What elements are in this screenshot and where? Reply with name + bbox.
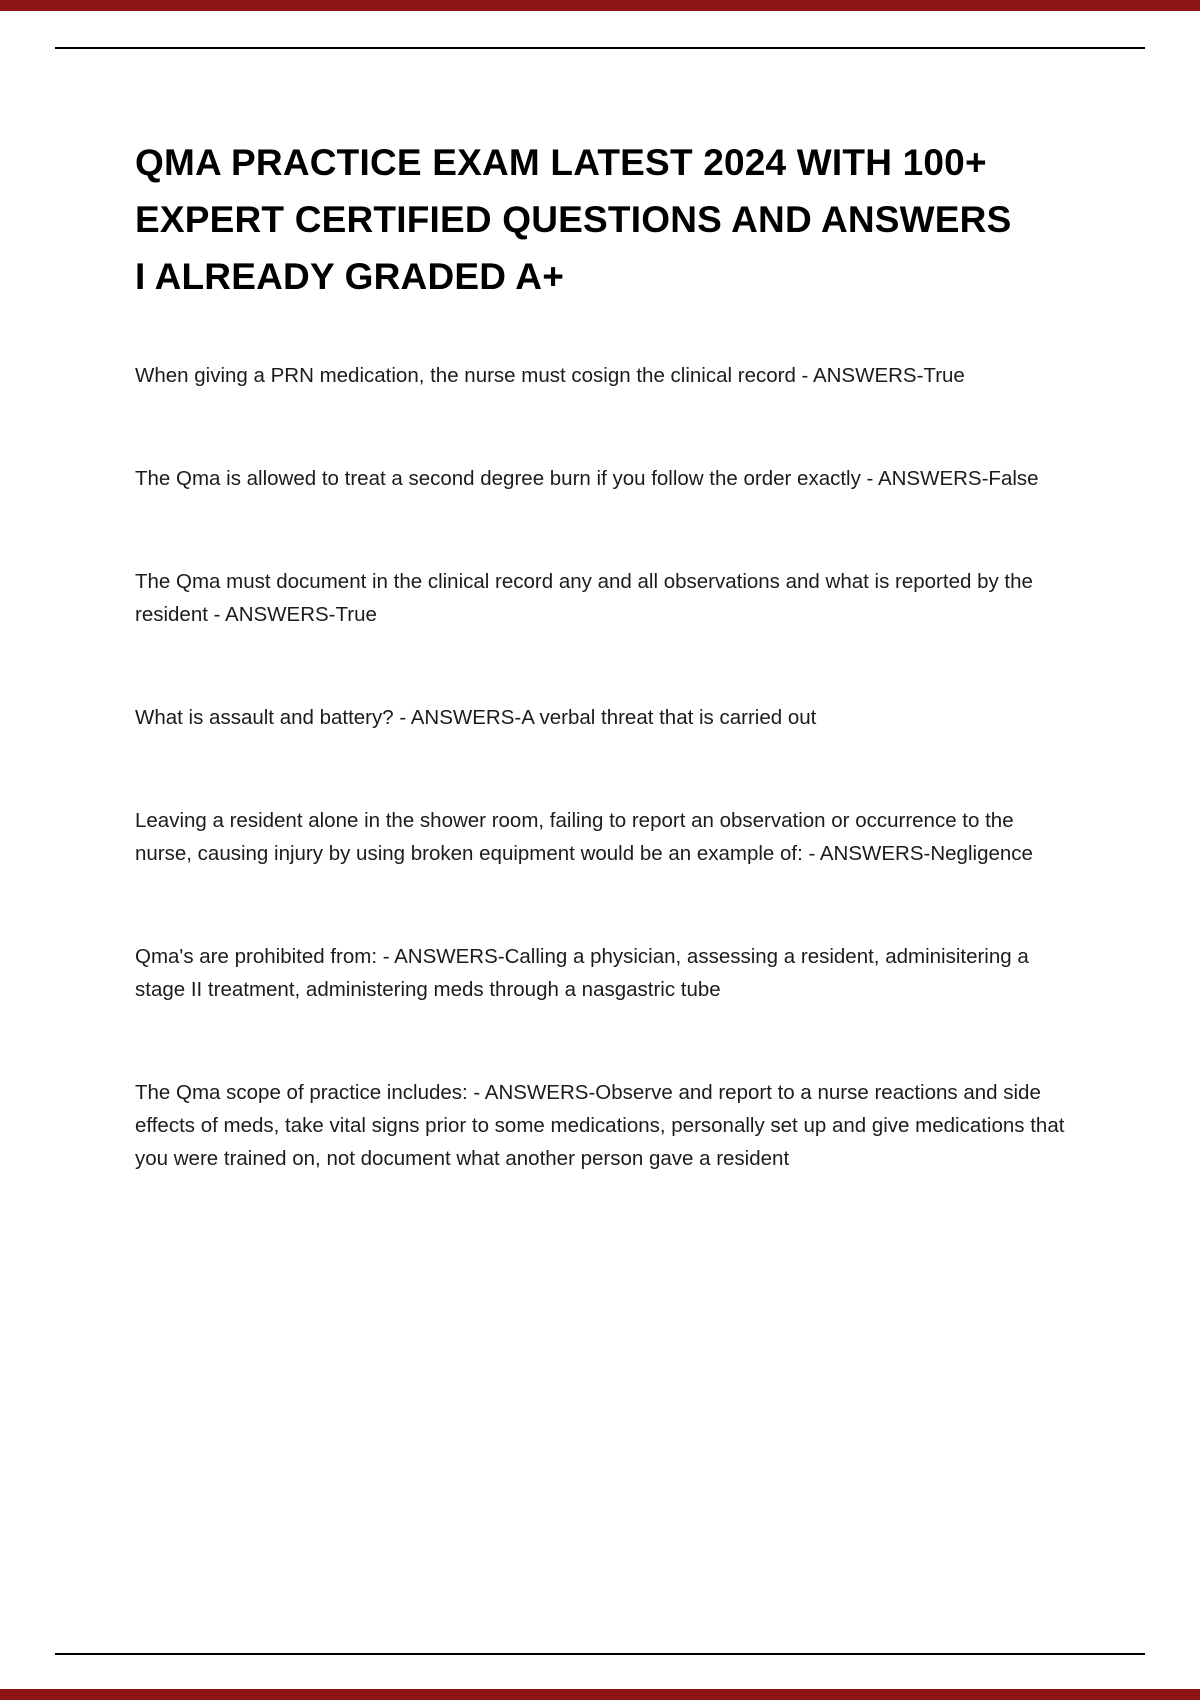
qa-paragraph: The Qma is allowed to treat a second degree burn if you follow the order exactly - ANSWERS-False xyxy=(135,467,1039,490)
page-title-line-2: EXPERT CERTIFIED QUESTIONS AND ANSWERS xyxy=(135,199,1012,240)
qa-paragraph: The Qma must document in the clinical record any and all observations and what is reported by the resident - ANSWERS-True xyxy=(135,570,1033,626)
page-title-line-1: QMA PRACTICE EXAM LATEST 2024 WITH 100+ xyxy=(135,142,987,183)
top-horizontal-rule xyxy=(55,47,1145,49)
document-content xyxy=(135,134,1073,1245)
qa-paragraph: When giving a PRN medication, the nurse must cosign the clinical record - ANSWERS-True xyxy=(135,364,965,387)
qa-paragraph: The Qma scope of practice includes: - ANSWERS-Observe and report to a nurse reactions and side effects of meds, take vital signs prior to some medications, personally set up and give medications that you were trained on, not document what another person gave a resident xyxy=(135,1081,1065,1170)
bottom-accent-bar xyxy=(0,1689,1200,1700)
page-title xyxy=(135,134,1073,305)
top-accent-bar xyxy=(0,0,1200,11)
page-title-line-3: I ALREADY GRADED A+ xyxy=(135,256,565,297)
qa-paragraph: Leaving a resident alone in the shower room, failing to report an observation or occurrence to the nurse, causing injury by using broken equipment would be an example of: - ANSWERS-Negligence xyxy=(135,809,1033,865)
qa-paragraph: What is assault and battery? - ANSWERS-A verbal threat that is carried out xyxy=(135,706,817,729)
bottom-horizontal-rule xyxy=(55,1653,1145,1655)
qa-paragraph: Qma's are prohibited from: - ANSWERS-Calling a physician, assessing a resident, adminisitering a stage II treatment, administering meds through a nasgastric tube xyxy=(135,945,1029,1001)
